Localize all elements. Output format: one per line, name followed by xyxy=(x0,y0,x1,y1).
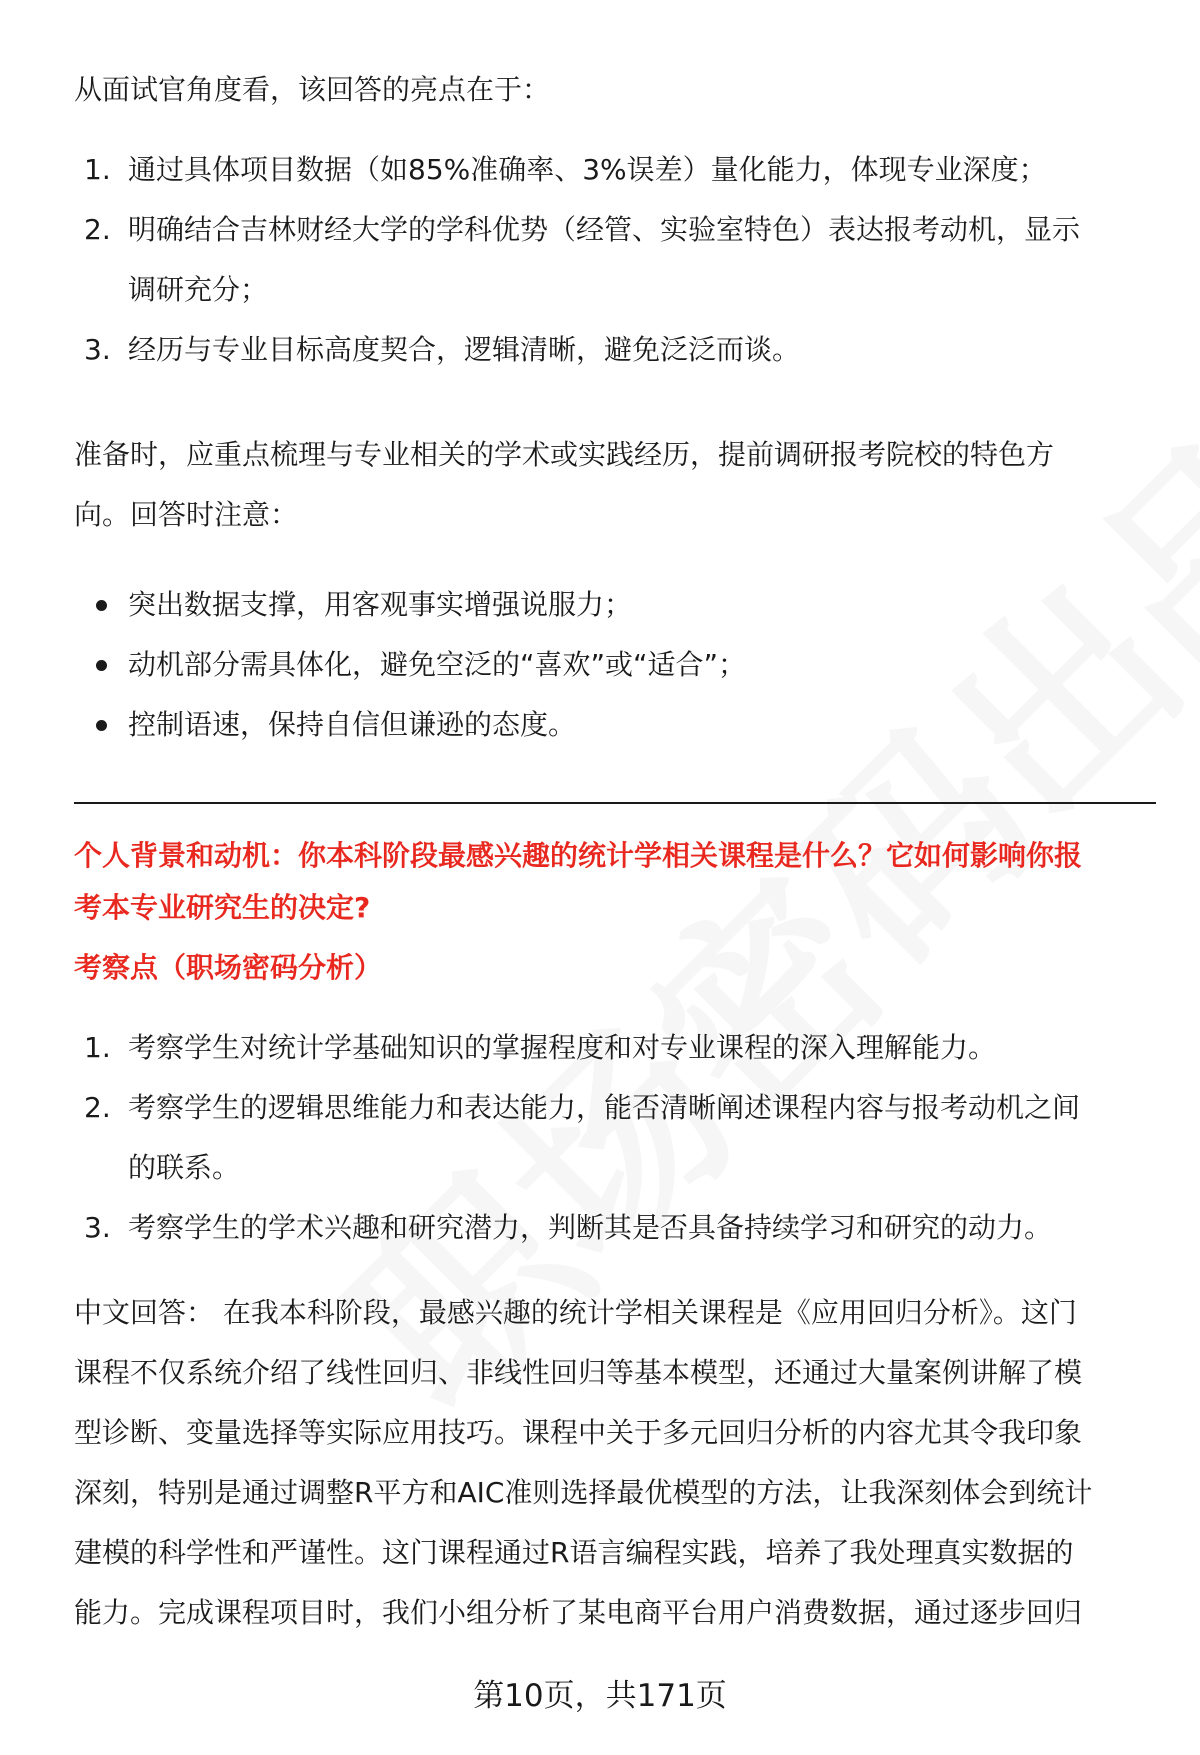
list-item-number: 3. xyxy=(84,1211,111,1244)
list-item: 明确结合吉林财经大学的学科优势（经管、实验室特色）表达报考动机，显示 xyxy=(128,213,1081,246)
answer-line: 型诊断、变量选择等实际应用技巧。课程中关于多元回归分析的内容尤其令我印象 xyxy=(74,1416,1083,1449)
prep-paragraph-line: 向。回答时注意： xyxy=(74,498,299,531)
list-item-number: 1. xyxy=(84,1031,111,1064)
bullet-item: 动机部分需具体化，避免空泛的“喜欢”或“适合”； xyxy=(128,648,747,681)
list-item-continuation: 的联系。 xyxy=(128,1151,241,1184)
bullet-icon xyxy=(96,720,107,731)
list-item: 通过具体项目数据（如85%准确率、3%误差）量化能力，体现专业深度； xyxy=(128,153,1047,186)
list-item-number: 1. xyxy=(84,153,111,186)
page-number-footer: 第10页，共171页 xyxy=(473,1678,727,1714)
bullet-icon xyxy=(96,600,107,611)
list-item-number: 2. xyxy=(84,1091,111,1124)
list-item: 考察学生的学术兴趣和研究潜力，判断其是否具备持续学习和研究的动力。 xyxy=(128,1211,1053,1244)
question-heading-line: 考本专业研究生的决定? xyxy=(74,891,371,924)
list-item: 经历与专业目标高度契合，逻辑清晰，避免泛泛而谈。 xyxy=(128,333,801,366)
bullet-item: 控制语速，保持自信但谦逊的态度。 xyxy=(128,708,577,741)
question-heading-line: 个人背景和动机：你本科阶段最感兴趣的统计学相关课程是什么？它如何影响你报 xyxy=(74,839,1083,872)
answer-line: 建模的科学性和严谨性。这门课程通过R语言编程实践，培养了我处理真实数据的 xyxy=(74,1536,1074,1569)
answer-line: 中文回答： 在我本科阶段，最感兴趣的统计学相关课程是《应用回归分析》。这门 xyxy=(74,1296,1077,1329)
list-item-number: 2. xyxy=(84,213,111,246)
list-item-number: 3. xyxy=(84,333,111,366)
list-item: 考察学生对统计学基础知识的掌握程度和对专业课程的深入理解能力。 xyxy=(128,1031,997,1064)
intro-line: 从面试官角度看，该回答的亮点在于： xyxy=(74,73,551,106)
prep-paragraph-line: 准备时，应重点梳理与专业相关的学术或实践经历，提前调研报考院校的特色方 xyxy=(74,438,1055,471)
bullet-icon xyxy=(96,660,107,671)
answer-line: 课程不仅系统介绍了线性回归、非线性回归等基本模型，还通过大量案例讲解了模 xyxy=(74,1356,1083,1389)
answer-line: 深刻，特别是通过调整R平方和AIC准则选择最优模型的方法，让我深刻体会到统计 xyxy=(74,1476,1093,1509)
list-item: 考察学生的逻辑思维能力和表达能力，能否清晰阐述课程内容与报考动机之间 xyxy=(128,1091,1081,1124)
list-item-continuation: 调研充分； xyxy=(128,273,269,306)
answer-line: 能力。完成课程项目时，我们小组分析了某电商平台用户消费数据，通过逐步回归 xyxy=(74,1596,1083,1629)
subheading: 考察点（职场密码分析） xyxy=(74,951,383,984)
bullet-item: 突出数据支撑，用客观事实增强说服力； xyxy=(128,588,633,621)
section-divider xyxy=(74,802,1156,804)
